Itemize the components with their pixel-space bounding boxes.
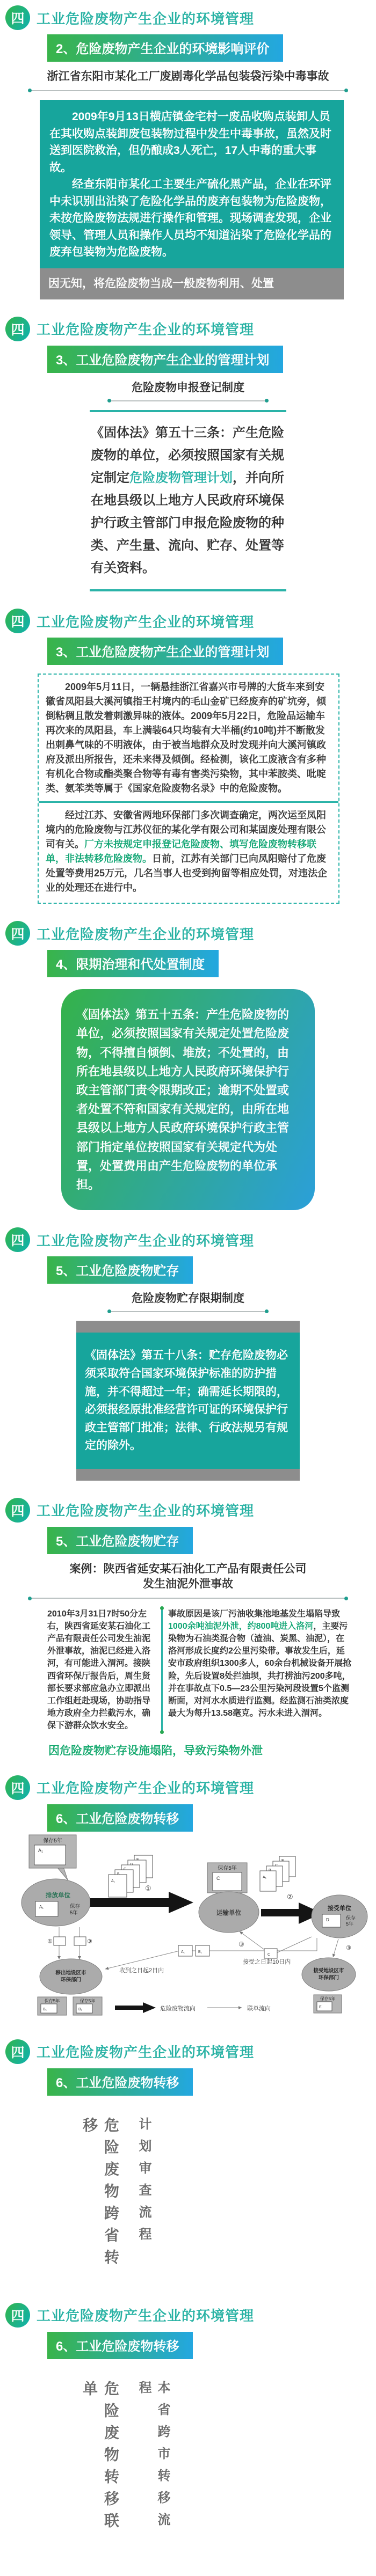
conclusion-bar: 因无知，将危险废物当成一般废物利用、处置	[40, 268, 344, 299]
manifest-flow-diagram	[8, 1832, 373, 2019]
paragraph	[46, 808, 331, 895]
vertical-title: 危险废物跨省转移	[81, 2117, 119, 2271]
separator-line	[39, 801, 338, 803]
section-header	[0, 1227, 376, 1252]
law-highlight: 危险废物管理计划	[129, 471, 233, 486]
epa-out-label: 移出地设区市	[55, 1970, 86, 1976]
vertical-title: 危险废物转移联单	[81, 2380, 119, 2535]
callout-pointer	[57, 1867, 68, 1880]
section-header	[0, 1498, 376, 1523]
section-title: 工业危险废物产生企业的环境管理	[37, 321, 255, 338]
slide-in-province-transfer	[0, 2297, 376, 2557]
transporter-unit-label: 运输单位	[216, 1909, 241, 1916]
doc-letter: C	[216, 1875, 220, 1881]
divider-dot	[344, 1597, 348, 1600]
law-text: 《固体法》第五十三条：产生危险废物的单位，必须按照国家有关规定制定	[91, 426, 284, 486]
keep-label: 保存5年	[79, 1998, 96, 2003]
case-description-box	[40, 100, 344, 268]
right-column-text	[168, 1608, 352, 1732]
case-text: 事故原因是该厂污油收集池地基发生塌陷导致	[168, 1609, 341, 1619]
chapter-badge: 四	[5, 5, 30, 30]
case-title: 危险废物申报登记制度	[132, 381, 244, 394]
sub-banner: 6、工业危险废物转移	[47, 2068, 193, 2096]
sub-banner: 3、工业危险废物产生企业的管理计划	[47, 346, 283, 373]
slide-deadline-treatment	[0, 916, 376, 1222]
sub-banner: 4、限期治理和代处置制度	[47, 950, 219, 977]
doc-letter: E	[319, 2005, 322, 2009]
dotted-divider	[28, 1597, 348, 1600]
svg-text:A₁: A₁	[263, 1875, 267, 1879]
dotted-divider	[107, 1309, 269, 1313]
doc-letter: C	[267, 1952, 271, 1957]
section-title: 工业危险废物产生企业的环境管理	[37, 926, 255, 942]
chapter-badge: 四	[5, 2303, 30, 2328]
divider-dot	[107, 1309, 111, 1313]
case-title-line2: 发生油泥外泄事故	[143, 1578, 233, 1591]
time-note: 收到之日起2日内	[119, 1967, 164, 1974]
section-header	[0, 2039, 376, 2064]
slide-declaration-system	[0, 311, 376, 603]
chapter-badge: 四	[5, 921, 30, 946]
document-icon	[196, 1945, 209, 1956]
chapter-badge: 四	[5, 1775, 30, 1800]
step-number: ③	[238, 1940, 244, 1948]
slide-management-plan-case	[0, 603, 376, 916]
doc-letter: B₁	[198, 1950, 203, 1954]
case-text: 日前，江苏有关部门已向凤阳赔付了危废处置等费用25万元，几名当事人也受到拘留等相应处罚，对违法企业的处理还在进行中。	[46, 853, 328, 894]
section-header	[0, 921, 376, 946]
vertical-labels	[78, 2362, 376, 2545]
sub-banner: 5、工业危险废物贮存	[47, 1527, 193, 1554]
divider-dot	[265, 1309, 269, 1313]
vertical-subtitle: 计划审查流程	[136, 2117, 151, 2249]
divider-dot	[344, 89, 348, 92]
paragraph: 经查东阳市某化工主要生产硫化黑产品，企业在环评中未识别出沾染了危险化学品的废弃包装物为危险废物，未按危险废物法规进行操作和管理。现场调查发现，企业领导、管理人员和操作人员均不知道沾染了危险化学品的废弃包装物为危险废物。	[49, 178, 331, 259]
section-header	[0, 2303, 376, 2328]
manifest-line	[333, 1939, 338, 1957]
case-dashed-box	[38, 674, 339, 904]
case-text: ，主要污染物为石油类混合物（渣油、炭黑、油泥），在洛河形成长度约2公里污染带。事故发生后，延安市政府组织1300多人，60余台机械设备开展抢险，先后设置8处拦油坝，共打捞油污200多吨，并在事故点下0.5—23公里污染河段设置5个监测断面，对河水水质进行监测。经监测石油类浓度最大为每升13.58毫克。污水未进入渭河。	[168, 1621, 352, 1718]
legend-waste-arrow	[115, 2002, 156, 2013]
document-icon	[322, 1914, 341, 1927]
section-title: 工业危险废物产生企业的环境管理	[37, 10, 255, 27]
paragraph: 2009年9月13日横店镇金宅村一废品收购点装卸人员在其收购点装卸废包装物过程中发生中毒事故，虽然及时送到医院救治，但仍酿成3人死亡，17人中毒的重大事故。	[49, 111, 331, 174]
vertical-labels	[78, 2099, 376, 2286]
legend-manifest-label: 联单流向	[247, 2005, 271, 2012]
law-quote-box	[90, 410, 286, 591]
sub-banner: 6、工业危险废物转移	[47, 2332, 193, 2359]
two-column-case	[47, 1608, 352, 1732]
slide-env-impact-assessment	[0, 0, 376, 311]
chapter-badge: 四	[5, 1498, 30, 1523]
slide-storage-limit	[0, 1222, 376, 1492]
section-title: 工业危险废物产生企业的环境管理	[37, 1503, 255, 1519]
slide-storage-case	[0, 1492, 376, 1770]
document-icon	[264, 1949, 277, 1958]
doc-letter: A₁	[181, 1950, 185, 1954]
keep-label: 保存	[70, 1903, 81, 1909]
generator-unit-label: 排放单位	[46, 1892, 70, 1899]
doc-letter: D	[326, 1917, 329, 1922]
section-header	[0, 317, 376, 341]
epa-in-label: 接受地设区市	[313, 1967, 344, 1974]
section-title: 工业危险废物产生企业的环境管理	[37, 613, 255, 630]
document-icon	[178, 1945, 192, 1956]
section-header	[0, 1775, 376, 1800]
case-title	[19, 1562, 357, 1592]
epa-out-label: 环保部门	[60, 1977, 82, 1983]
chapter-badge: 四	[5, 317, 30, 341]
law-text: ，并向所在地县级以上地方人民政府环境保护行政主管部门申报危险废物的种类、产生量、流向、贮存、处置等有关资料。	[91, 471, 284, 576]
divider-dot	[28, 1597, 32, 1600]
case-title-line1: 案例：陕西省延安某石油化工产品有限责任公司	[69, 1562, 307, 1575]
step-number: ③	[346, 1944, 351, 1951]
step-number: ①	[145, 1884, 151, 1892]
sub-banner: 2、危险废物产生企业的环境影响评价	[47, 34, 283, 62]
keep-label: 保存	[346, 1915, 356, 1921]
step-number: ②	[287, 1892, 293, 1901]
document-icon	[74, 1937, 86, 1945]
section-header	[0, 609, 376, 633]
keep-label: 保存5年	[44, 1998, 60, 2003]
epa-in-circle	[302, 1958, 356, 1991]
section-title: 工业危险废物产生企业的环境管理	[37, 2044, 255, 2061]
section-title: 工业危险废物产生企业的环境管理	[37, 1780, 255, 1797]
law-gradient-box: 《固体法》第五十五条：产生危险废物的单位，必须按照国家有关规定处置危险废物，不得擅自倾倒、堆放；不处置的，由所在地县级以上地方人民政府环境保护行政主管部门责令限期改正；逾期不处置或者处置不符和国家有关规定的，由所在地县级以上地方人民政府环境保护行政主管部门指定单位按照国家有关规定代为处置，处置费用由产生危险废物的单位承担。	[61, 989, 315, 1210]
legend-waste-label: 危险废物流向	[160, 2005, 196, 2012]
vertical-subtitle: 本省跨市转移流程	[136, 2380, 170, 2535]
receiver-unit-label: 接受单位	[328, 1905, 351, 1912]
case-highlight: 厂方未按规定申报登记危险废物、填写危险废物转移联单，非法转移危险废物。	[46, 839, 316, 865]
case-text: 经过江苏、安徽省两地环保部门多次调查确定，两次运至凤阳境内的危险废物与江苏仪征的某化学有限公司和某固废处理有限公司有关。	[46, 810, 326, 850]
conclusion-text: 因危险废物贮存设施塌陷，导致污染物外泄	[48, 1744, 263, 1757]
divider-line	[111, 1311, 265, 1312]
doc-letter: B₁	[43, 2007, 47, 2011]
keep-label: 保存5年	[320, 1996, 336, 2001]
case-title: 危险废物贮存限期制度	[132, 1292, 244, 1305]
keep-label: 5年	[346, 1921, 354, 1927]
doc-letter: B₂	[78, 2007, 83, 2011]
section-header	[0, 5, 376, 30]
dotted-divider	[28, 89, 348, 92]
keep-label: 保存5年	[43, 1838, 62, 1844]
chapter-badge: 四	[5, 1227, 30, 1252]
sub-banner: 5、工业危险废物贮存	[47, 1256, 193, 1284]
case-title: 浙江省东阳市某化工厂废剧毒化学品包装袋污染中毒事故	[47, 70, 329, 83]
sub-banner: 3、工业危险废物产生企业的管理计划	[47, 638, 283, 665]
left-column-text: 2010年3月31日7时50分左右，陕西省延安某石油化工产品有限责任公司发生油泥外泄事故，油泥已经进入洛河，有可能进入渭河。接陕西省环保厅报告后，周生贤部长要求部应急办立即派出工作组赶赴现场，协助指导地方政府全力拦截污水，确保下游群众饮水安全。	[47, 1609, 151, 1731]
chapter-badge: 四	[5, 2039, 30, 2064]
divider-line	[111, 400, 265, 401]
step-number: ③	[87, 1938, 92, 1945]
column-divider	[161, 1608, 163, 1732]
flow-layout	[0, 2099, 376, 2286]
section-title: 工业危险废物产生企业的环境管理	[37, 1232, 255, 1249]
keep-label: 5年	[70, 1909, 78, 1916]
svg-text:A₁: A₁	[111, 1879, 115, 1883]
epa-out-circle	[40, 1959, 102, 1994]
keep-label: 保存5年	[218, 1865, 237, 1871]
divider-line	[32, 1598, 344, 1599]
doc-letter: A₁	[39, 1904, 44, 1909]
divider-dot	[28, 89, 32, 92]
dotted-divider	[107, 399, 269, 402]
waste-flow-arrow	[90, 1892, 193, 1913]
epa-in-label: 环保部门	[318, 1974, 339, 1981]
doc-letter: A₁	[38, 1847, 44, 1853]
section-title: 工业危险废物产生企业的环境管理	[37, 2308, 255, 2324]
chapter-badge: 四	[5, 609, 30, 633]
step-number: ①	[47, 1938, 53, 1945]
case-highlight: 1000余吨油泥外泄，约800吨进入洛河	[168, 1621, 314, 1631]
flow-layout	[0, 2362, 376, 2545]
manifest-stack	[260, 1856, 295, 1891]
divider-dot	[107, 399, 111, 402]
paragraph: 2009年5月11日，一辆悬挂浙江省嘉兴市号牌的大货车来到安徽省凤阳县大溪河镇指王村境内的毛山金矿已经废弃的矿坑旁，倾倒粘稠且散发着刺激异味的液体。2009年5月22日，危险品运输车再次来的凤阳县，车上满装64只均装有大半桶(约10吨)并不断散发出刺鼻气味的不明液体，由于被当地群众及时发现并向大溪河镇政府及派出所报告，还未来得及倾倒。经检测，该化工废液含有多种有机化合物或酯类聚合物等有毒有害类污染物，其中苯胺类、吡啶类、氨苯类等属于《国家危险废物名录》中的危险废物。	[46, 682, 326, 794]
law-storage-box: 《固体法》第五十八条：贮存危险废物必须采取符合国家环境保护标准的防护措施，并不得超过一年；确需延长期限的，必须报经原批准经营许可证的环境保护行政主管部门批准；法律、行政法规另有规定的除外。	[76, 1321, 300, 1481]
time-note: 接受之日起10日内	[243, 1958, 291, 1965]
document-icon	[54, 1937, 66, 1945]
divider-dot	[265, 399, 269, 402]
slide-cross-province-transfer	[0, 2034, 376, 2297]
slide-transfer-manifest-diagram	[0, 1770, 376, 2034]
divider-line	[32, 90, 344, 91]
sub-banner: 6、工业危险废物转移	[47, 1804, 193, 1832]
